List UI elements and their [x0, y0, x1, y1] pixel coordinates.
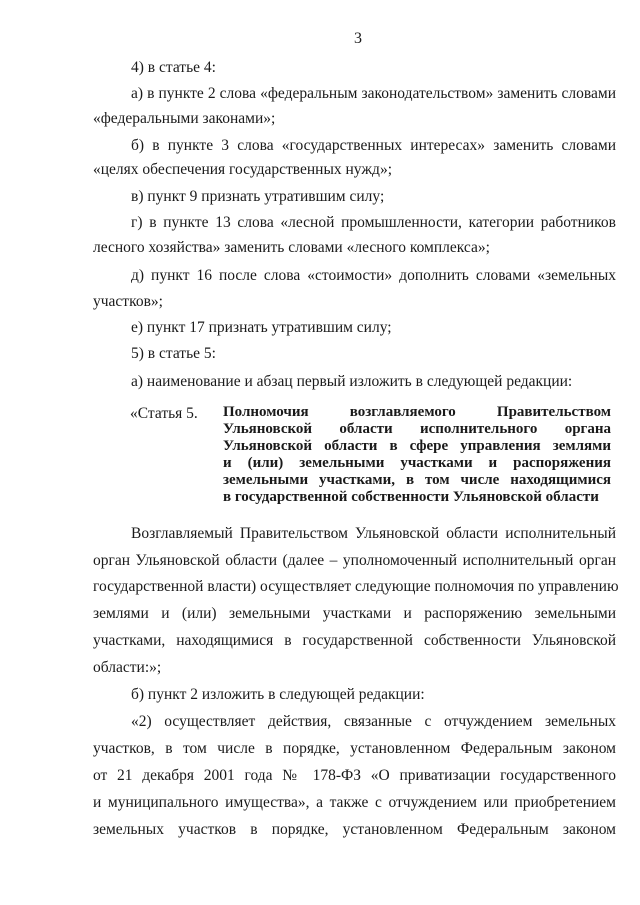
body-line: участков, в том числе в порядке, установленном Федеральным законом — [93, 740, 616, 757]
body-line: орган Ульяновской области (далее – уполномоченный исполнительный орган — [93, 552, 616, 569]
page-number: 3 — [354, 30, 362, 47]
text-line: а) наименование и абзац первый изложить в следующей редакции: — [131, 373, 573, 390]
text-line: б) в пункте 3 слова «государственных интересах» заменить словами — [131, 137, 616, 154]
text-line: участков»; — [93, 293, 163, 310]
text-line: г) в пункте 13 слова «лесной промышленности, категории работников — [131, 214, 616, 231]
body-line: государственной власти) осуществляет следующие полномочия по управлению — [93, 578, 619, 595]
body-line: Возглавляемый Правительством Ульяновской области исполнительный — [131, 525, 616, 542]
article-title-line: Полномочия возглавляемого Правительством — [223, 404, 611, 420]
text-line: лесного хозяйства» заменить словами «лесного комплекса»; — [93, 239, 490, 256]
text-line: 5) в статье 5: — [131, 345, 216, 362]
text-line: д) пункт 16 после слова «стоимости» дополнить словами «земельных — [131, 267, 616, 284]
text-line: 4) в статье 4: — [131, 59, 216, 76]
text-line: «федеральными законами»; — [93, 110, 276, 127]
article-title-line: земельными участками, в том числе находящимися — [223, 472, 611, 488]
article-title-line: Ульяновской области в сфере управления землями — [223, 438, 611, 454]
text-line: «целях обеспечения государственных нужд»; — [93, 161, 393, 178]
body-line: участками, находящимися в государственной собственности Ульяновской — [93, 632, 616, 649]
body-line: области:»; — [93, 659, 162, 676]
text-line: в) пункт 9 признать утратившим силу; — [131, 188, 385, 205]
body-line: «2) осуществляет действия, связанные с отчуждением земельных — [131, 713, 616, 730]
body-line: б) пункт 2 изложить в следующей редакции: — [131, 686, 425, 703]
article-label: «Статья 5. — [130, 405, 198, 422]
article-title-line: и (или) земельными участками и распоряжения — [223, 455, 611, 471]
body-line: и муниципального имущества», а также с отчуждением или приобретением — [93, 794, 616, 811]
text-line: е) пункт 17 признать утратившим силу; — [131, 319, 392, 336]
body-line: от 21 декабря 2001 года № 178-ФЗ «О приватизации государственного — [93, 767, 616, 784]
article-title-line: Ульяновской области исполнительного органа — [223, 421, 611, 437]
body-line: землями и (или) земельными участками и распоряжению земельными — [93, 605, 616, 622]
body-line: земельных участков в порядке, установленном Федеральным законом — [93, 821, 616, 838]
text-line: а) в пункте 2 слова «федеральным законодательством» заменить словами — [131, 85, 616, 102]
article-title-line: в государственной собственности Ульяновской области — [223, 489, 599, 505]
